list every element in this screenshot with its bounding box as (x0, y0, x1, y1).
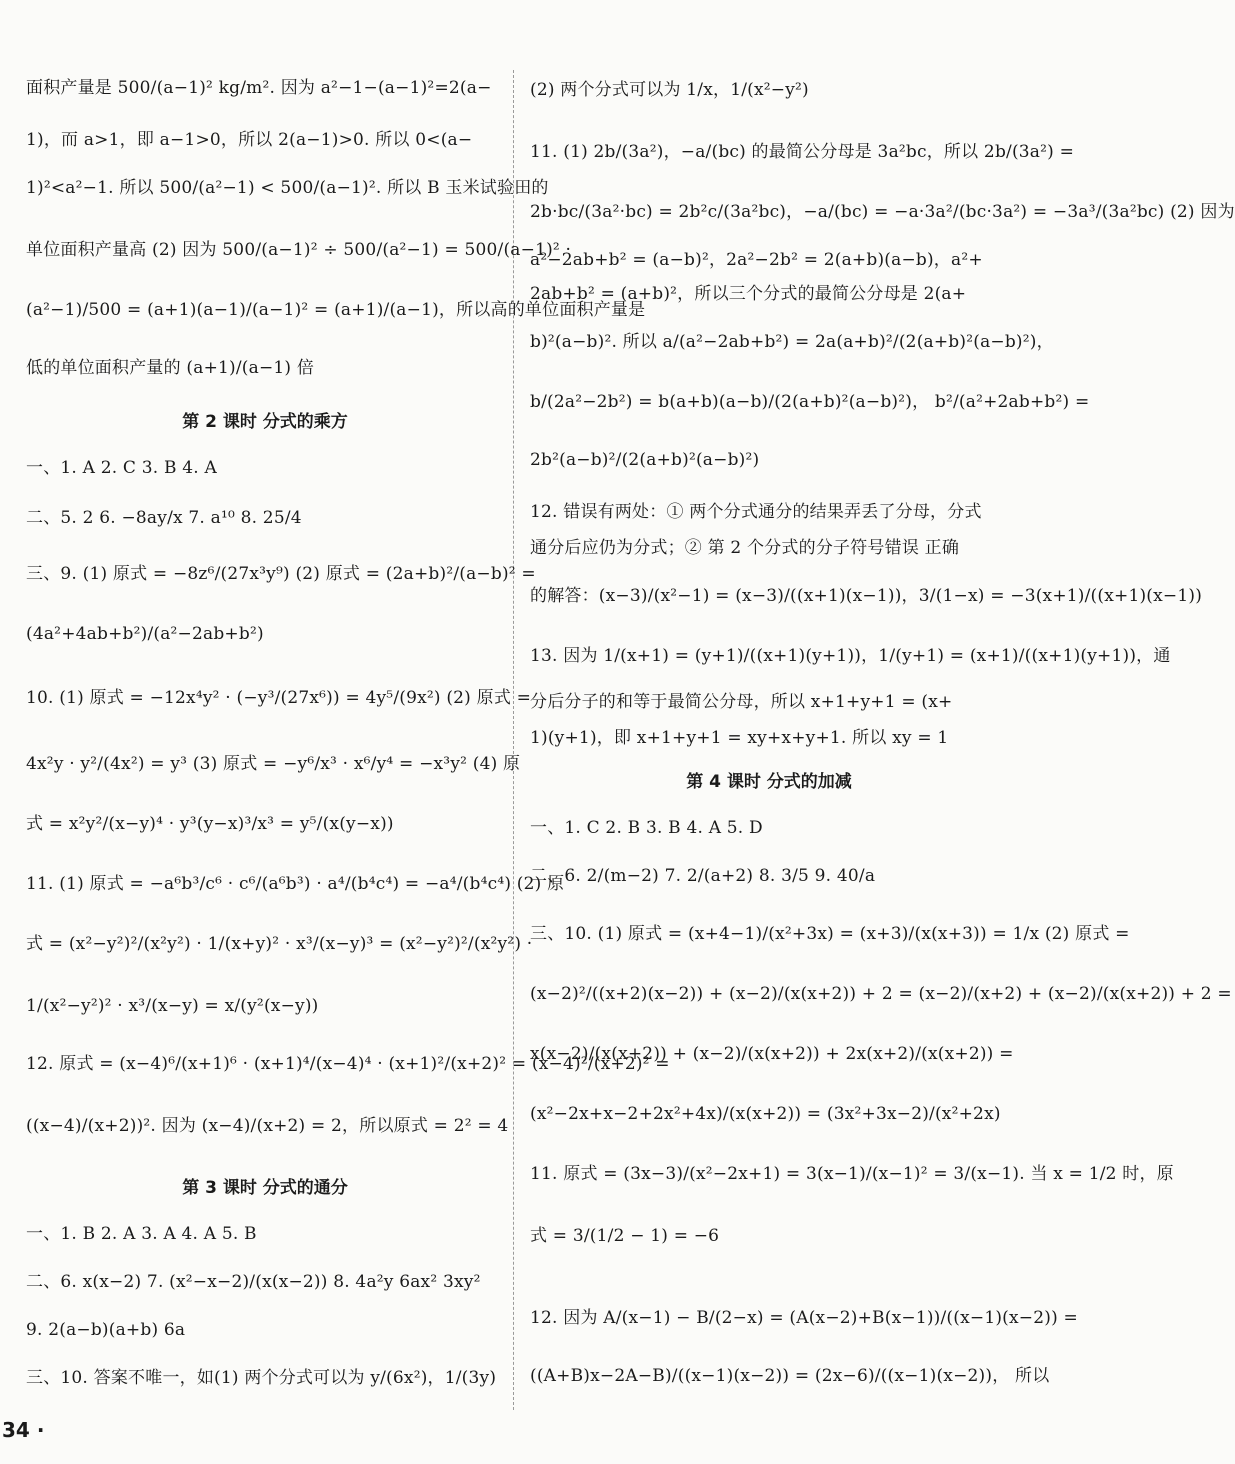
answer-line: 单位面积产量高 (2) 因为 500/(a−1)² ÷ 500/(a²−1) = 500/(a−1)² · (26, 240, 572, 260)
answer-line: 式 = (x²−y²)²/(x²y²) · 1/(x+y)² · x³/(x−y)³ = (x²−y²)²/(x²y²) · (26, 934, 533, 954)
answer-line: 1)²<a²−1. 所以 500/(a²−1) < 500/(a−1)². 所以 B 玉米试验田的 (26, 178, 549, 198)
answer-line: 2b²(a−b)²/(2(a+b)²(a−b)²) (530, 450, 760, 470)
answer-line: 低的单位面积产量的 (a+1)/(a−1) 倍 (26, 358, 315, 378)
answer-line: 2b·bc/(3a²·bc) = 2b²c/(3a²bc)，−a/(bc) = −a·3a²/(bc·3a²) = −3a³/(3a²bc) (2) 因为 (530, 202, 1235, 222)
answer-line: 1)，而 a>1，即 a−1>0，所以 2(a−1)>0. 所以 0<(a− (26, 130, 473, 150)
answer-line: 11. (1) 2b/(3a²)，−a/(bc) 的最简公分母是 3a²bc，所以 2b/(3a²) = (530, 142, 1075, 162)
answer-line: 10. (1) 原式 = −12x⁴y² · (−y³/(27x⁶)) = 4y⁵/(9x²) (2) 原式 = (26, 688, 532, 708)
answer-line: a²−2ab+b² = (a−b)²，2a²−2b² = 2(a+b)(a−b)，a²+ (530, 250, 983, 270)
answer-line: 三、10. (1) 原式 = (x+4−1)/(x²+3x) = (x+3)/(x(x+3)) = 1/x (2) 原式 = (530, 924, 1130, 944)
page-number-bullet: · (36, 1418, 45, 1442)
answer-line: (a²−1)/500 = (a+1)(a−1)/(a−1)² = (a+1)/(a−1)，所以高的单位面积产量是 (26, 300, 646, 320)
answer-line: 式 = x²y²/(x−y)⁴ · y³(y−x)³/x³ = y⁵/(x(y−x)) (26, 814, 394, 834)
section-title-lesson-3: 第 3 课时 分式的通分 (182, 1178, 348, 1198)
answer-line: b)²(a−b)². 所以 a/(a²−2ab+b²) = 2a(a+b)²/(2(a+b)²(a−b)²)， (530, 332, 1054, 352)
answer-line: 1)(y+1)，即 x+1+y+1 = xy+x+y+1. 所以 xy = 1 (530, 728, 949, 748)
answer-line: 12. 错误有两处：① 两个分式通分的结果弄丢了分母，分式 (530, 502, 982, 522)
section-title-lesson-2: 第 2 课时 分式的乘方 (182, 412, 348, 432)
answer-line: 三、10. 答案不唯一，如(1) 两个分式可以为 y/(6x²)，1/(3y) (26, 1368, 497, 1388)
answer-line: 13. 因为 1/(x+1) = (y+1)/((x+1)(y+1))，1/(y+1) = (x+1)/((x+1)(y+1))，通 (530, 646, 1171, 666)
answer-line: 11. 原式 = (3x−3)/(x²−2x+1) = 3(x−1)/(x−1)² = 3/(x−1). 当 x = 1/2 时，原 (530, 1164, 1174, 1184)
column-divider (513, 70, 514, 1410)
answer-line: 三、9. (1) 原式 = −8z⁶/(27x³y⁹) (2) 原式 = (2a+b)²/(a−b)² = (26, 564, 536, 584)
answer-line: ((x−4)/(x+2))². 因为 (x−4)/(x+2) = 2，所以原式 = 2² = 4 (26, 1116, 509, 1136)
answer-line: 2ab+b² = (a+b)²，所以三个分式的最简公分母是 2(a+ (530, 284, 967, 304)
section-title-lesson-4: 第 4 课时 分式的加减 (686, 772, 852, 792)
answer-line: 一、1. A 2. C 3. B 4. A (26, 458, 217, 478)
answer-line: 分后分子的和等于最简公分母，所以 x+1+y+1 = (x+ (530, 692, 953, 712)
answer-line: 11. (1) 原式 = −a⁶b³/c⁶ · c⁶/(a⁶b³) · a⁴/(b⁴c⁴) = −a⁴/(b⁴c⁴) (2) 原 (26, 874, 565, 894)
answer-line: 二、5. 2 6. −8ay/x 7. a¹⁰ 8. 25/4 (26, 508, 302, 528)
answer-line: 4x²y · y²/(4x²) = y³ (3) 原式 = −y⁶/x³ · x⁶/y⁴ = −x³y² (4) 原 (26, 754, 521, 774)
answer-line: 9. 2(a−b)(a+b) 6a (26, 1320, 186, 1340)
answer-line: 12. 因为 A/(x−1) − B/(2−x) = (A(x−2)+B(x−1))/((x−1)(x−2)) = (530, 1308, 1078, 1328)
answer-line: (2) 两个分式可以为 1/x，1/(x²−y²) (530, 80, 809, 100)
answer-line: x(x−2)/(x(x+2)) + (x−2)/(x(x+2)) + 2x(x+2)/(x(x+2)) = (530, 1044, 1014, 1064)
answer-line: 一、1. C 2. B 3. B 4. A 5. D (530, 818, 763, 838)
answer-line: (4a²+4ab+b²)/(a²−2ab+b²) (26, 624, 264, 644)
answer-line: 1/(x²−y²)² · x³/(x−y) = x/(y²(x−y)) (26, 996, 319, 1016)
answer-line: 二、6. 2/(m−2) 7. 2/(a+2) 8. 3/5 9. 40/a (530, 866, 876, 886)
answer-line: (x²−2x+x−2+2x²+4x)/(x(x+2)) = (3x²+3x−2)/(x²+2x) (530, 1104, 1001, 1124)
answer-line: 面积产量是 500/(a−1)² kg/m². 因为 a²−1−(a−1)²=2(a− (26, 78, 492, 98)
answer-line: 的解答：(x−3)/(x²−1) = (x−3)/((x+1)(x−1))，3/(1−x) = −3(x+1)/((x+1)(x−1)) (530, 586, 1203, 606)
answer-line: ((A+B)x−2A−B)/((x−1)(x−2)) = (2x−6)/((x−1)(x−2))， 所以 (530, 1366, 1050, 1386)
page-number-value: 34 (2, 1418, 30, 1442)
answer-line: (x−2)²/((x+2)(x−2)) + (x−2)/(x(x+2)) + 2 = (x−2)/(x+2) + (x−2)/(x(x+2)) + 2 = (530, 984, 1232, 1004)
answer-line: 式 = 3/(1/2 − 1) = −6 (530, 1226, 720, 1246)
answer-line: 通分后应仍为分式；② 第 2 个分式的分子符号错误 正确 (530, 538, 960, 558)
answer-line: b/(2a²−2b²) = b(a+b)(a−b)/(2(a+b)²(a−b)²)， b²/(a²+2ab+b²) = (530, 392, 1090, 412)
page-number (2, 1418, 44, 1442)
answer-line: 12. 原式 = (x−4)⁶/(x+1)⁶ · (x+1)⁴/(x−4)⁴ · (x+1)²/(x+2)² = (x−4)²/(x+2)² = (26, 1054, 670, 1074)
answer-line: 二、6. x(x−2) 7. (x²−x−2)/(x(x−2)) 8. 4a²y 6ax² 3xy² (26, 1272, 481, 1292)
answer-line: 一、1. B 2. A 3. A 4. A 5. B (26, 1224, 257, 1244)
